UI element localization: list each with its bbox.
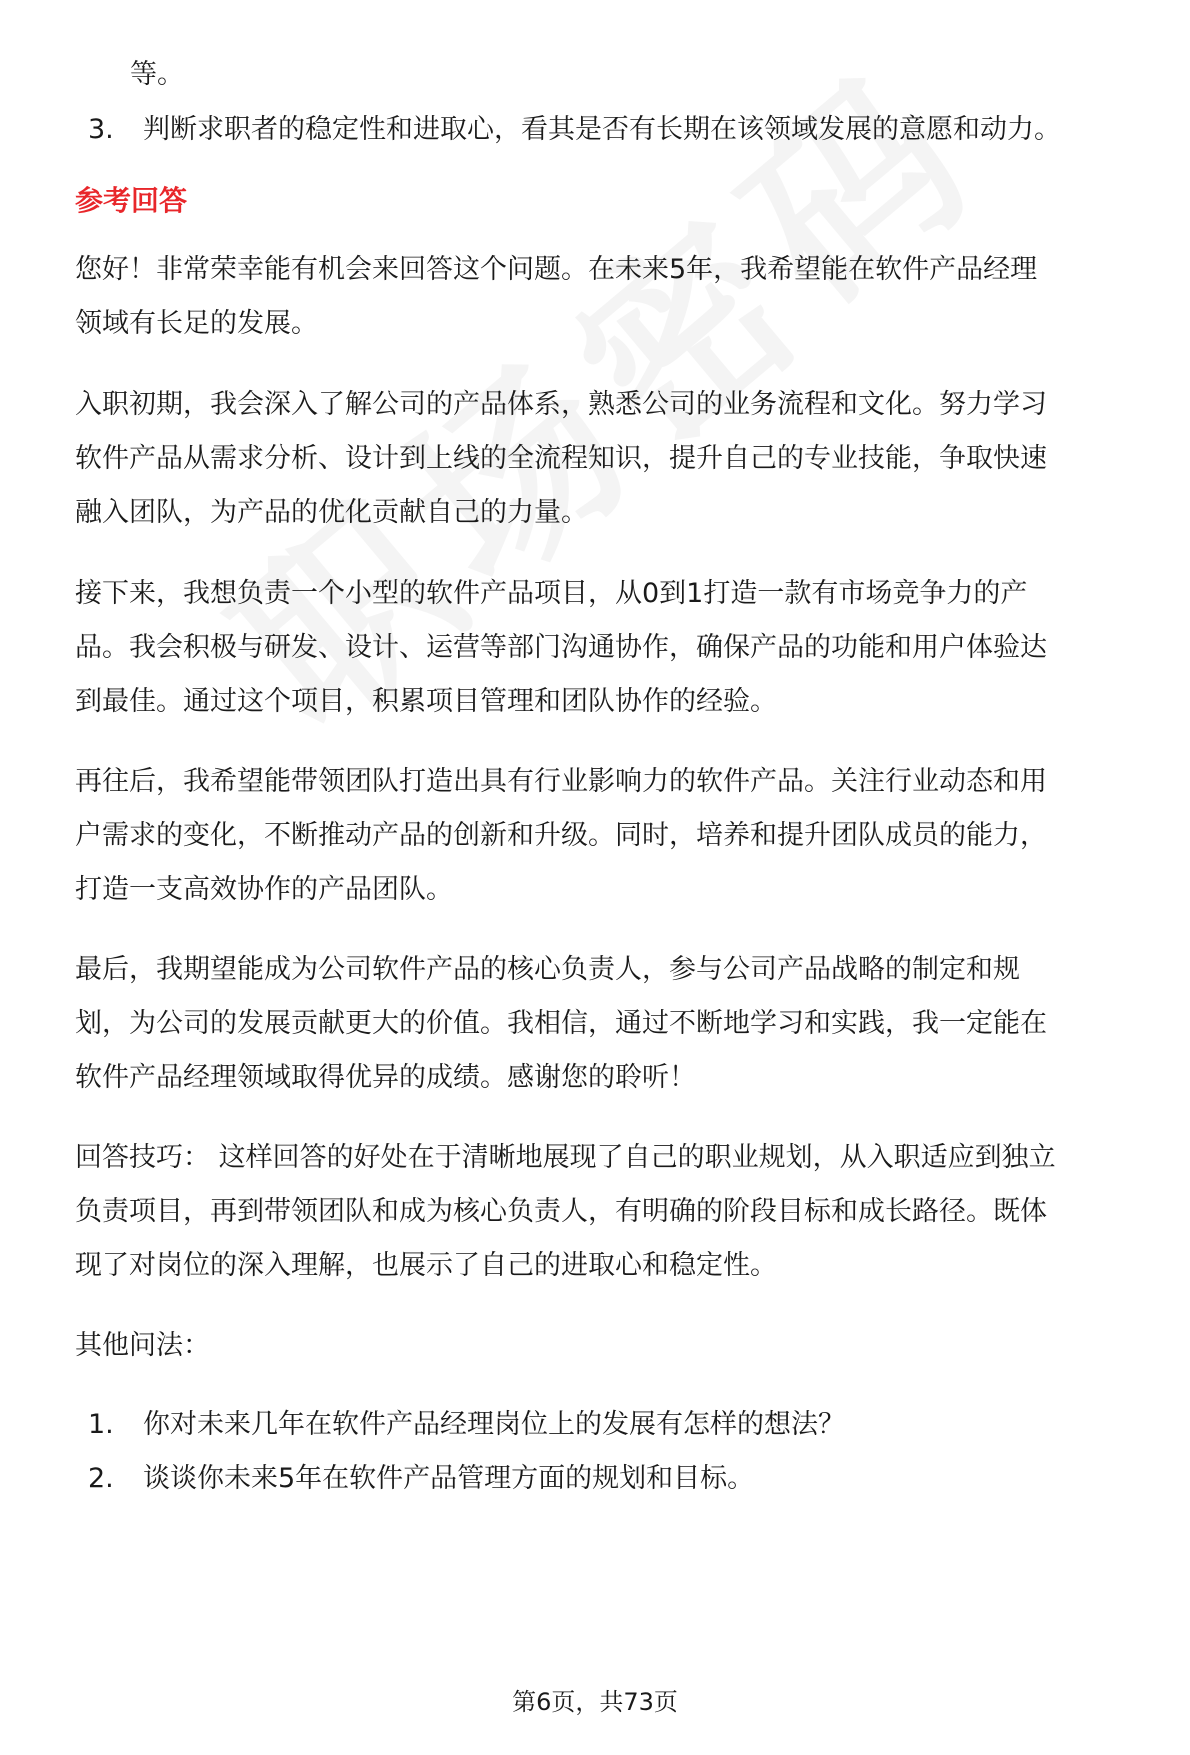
list-number: 3.	[88, 114, 114, 145]
answer-tips-line: 现了对岗位的深入理解，也展示了自己的进取心和稳定性。	[75, 1250, 777, 1281]
paragraph-line: 再往后，我希望能带领团队打造出具有行业影响力的软件产品。关注行业动态和用	[75, 766, 1047, 797]
list-text: 谈谈你未来5年在软件产品管理方面的规划和目标。	[143, 1463, 755, 1494]
list-number: 2.	[88, 1463, 114, 1494]
answer-tips-line: 负责项目，再到带领团队和成为核心负责人，有明确的阶段目标和成长路径。既体	[75, 1196, 1047, 1227]
list-text: 判断求职者的稳定性和进取心，看其是否有长期在该领域发展的意愿和动力。	[143, 114, 1061, 145]
paragraph-line: 融入团队，为产品的优化贡献自己的力量。	[75, 497, 588, 528]
other-question-item	[88, 1459, 754, 1499]
paragraph-line: 领域有长足的发展。	[75, 308, 318, 339]
other-question-item	[88, 1405, 845, 1445]
paragraph-line: 户需求的变化，不断推动产品的创新和升级。同时，培养和提升团队成员的能力，	[75, 820, 1047, 851]
reference-answer-heading: 参考回答	[75, 184, 188, 217]
paragraph-line: 软件产品从需求分析、设计到上线的全流程知识，提升自己的专业技能，争取快速	[75, 443, 1047, 474]
paragraph-line: 您好！非常荣幸能有机会来回答这个问题。在未来5年，我希望能在软件产品经理	[75, 254, 1038, 285]
paragraph-line: 最后，我期望能成为公司软件产品的核心负责人，参与公司产品战略的制定和规	[75, 954, 1020, 985]
paragraph-line: 接下来，我想负责一个小型的软件产品项目，从0到1打造一款有市场竞争力的产	[75, 578, 1028, 609]
paragraph-line: 打造一支高效协作的产品团队。	[75, 874, 453, 905]
list-number: 1.	[88, 1409, 114, 1440]
continuation-text: 等。	[130, 59, 184, 90]
page-footer: 第6页，共73页	[512, 1688, 678, 1716]
paragraph-line: 到最佳。通过这个项目，积累项目管理和团队协作的经验。	[75, 686, 777, 717]
list-text: 你对未来几年在软件产品经理岗位上的发展有怎样的想法？	[143, 1409, 845, 1440]
paragraph-line: 划，为公司的发展贡献更大的价值。我相信，通过不断地学习和实践，我一定能在	[75, 1008, 1047, 1039]
criteria-item-3	[88, 110, 1061, 150]
paragraph-line: 入职初期，我会深入了解公司的产品体系，熟悉公司的业务流程和文化。努力学习	[75, 389, 1047, 420]
other-questions-heading: 其他问法：	[75, 1330, 210, 1361]
paragraph-line: 软件产品经理领域取得优异的成绩。感谢您的聆听！	[75, 1062, 696, 1093]
answer-tips-line: 回答技巧： 这样回答的好处在于清晰地展现了自己的职业规划，从入职适应到独立	[75, 1142, 1056, 1173]
paragraph-line: 品。我会积极与研发、设计、运营等部门沟通协作，确保产品的功能和用户体验达	[75, 632, 1047, 663]
